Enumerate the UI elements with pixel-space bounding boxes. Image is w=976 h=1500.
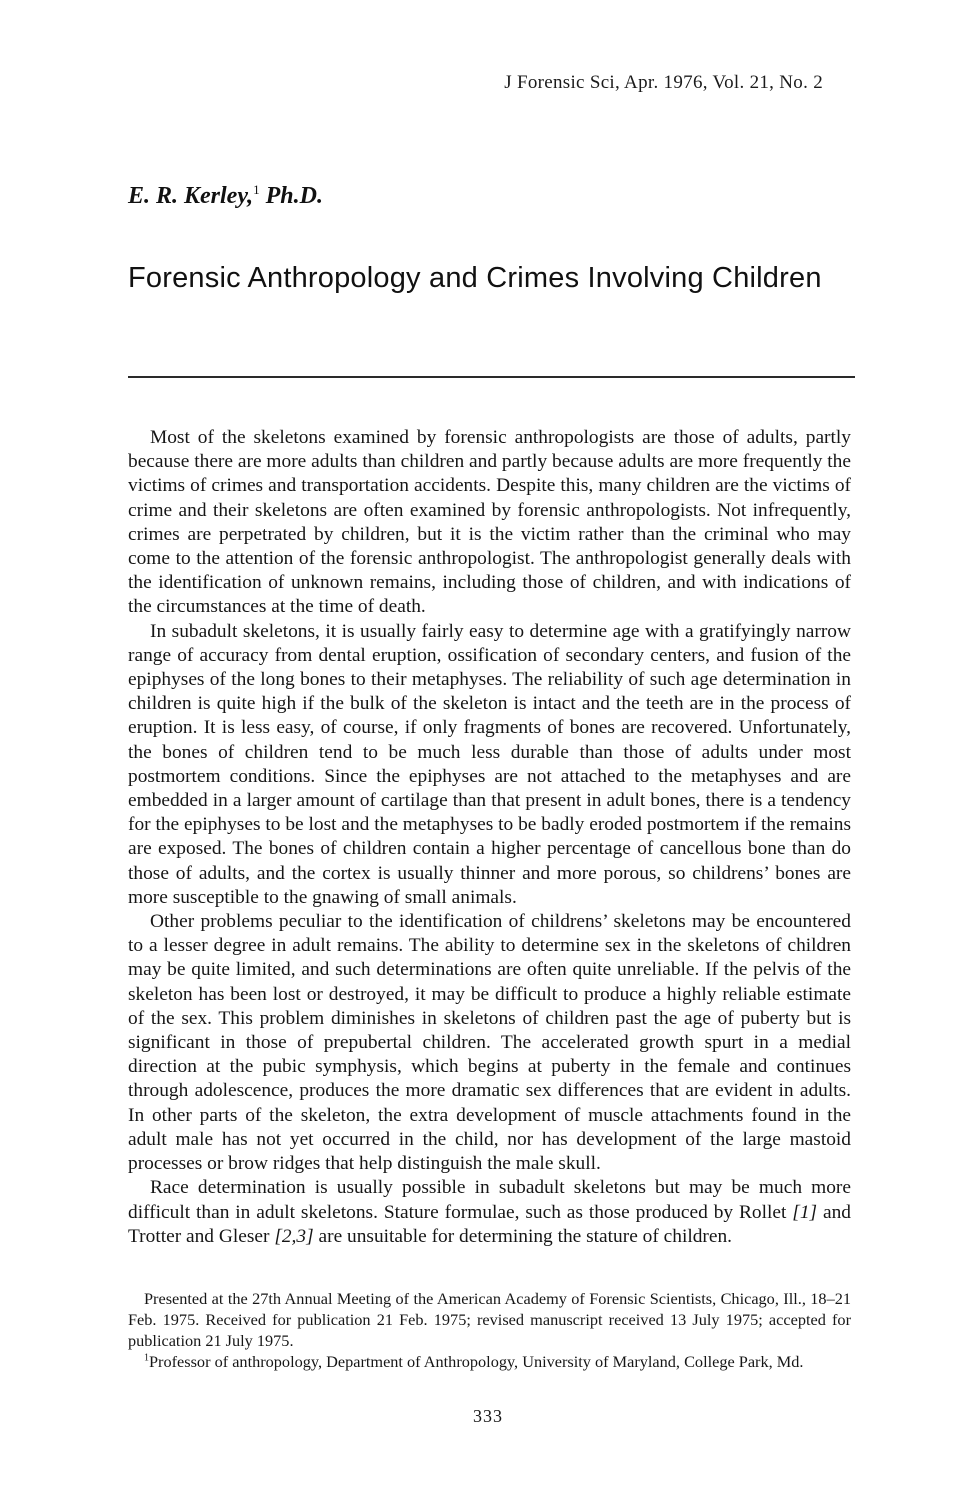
paragraph-4-text: and Trotter and Gleser	[128, 1201, 851, 1247]
paragraph-4-text: Race determination is usually possible in subadult skeletons but may be much more difficult than in adult skeletons. Stature formulae, such as those produced by Rollet	[128, 1177, 851, 1223]
author-line	[128, 183, 323, 210]
journal-reference: J Forensic Sci, Apr. 1976, Vol. 21, No. 2	[504, 72, 823, 93]
article-title: Forensic Anthropology and Crimes Involving Children	[128, 262, 822, 294]
paragraph-1: Most of the skeletons examined by forensic anthropologists are those of adults, partly because there are more adults than children and partly because adults are more frequently the victims of crimes and transportation accidents. Despite this, many children are the victims of crime and their skeletons are often examined by forensic anthropologists. Not infrequently, crimes are perpetrated by children, but it is the victim rather than the criminal who may come to the attention of the forensic anthropologist. The anthropologist generally deals with the identification of unknown remains, including those of children, and with indications of the circumstances at the time of death.	[128, 427, 851, 618]
citation-ref-2-3: [2,3]	[274, 1225, 314, 1247]
author-degree: Ph.D.	[259, 183, 323, 209]
citation-ref-1: [1]	[792, 1201, 818, 1223]
footnote-block	[128, 1288, 851, 1372]
page-number: 333	[473, 1406, 503, 1426]
author-name: E. R. Kerley,	[128, 183, 254, 209]
footnote-affiliation-marker: 1	[144, 1352, 149, 1364]
paragraph-3: Other problems peculiar to the identification of childrens’ skeletons may be encountered to a lesser degree in adult remains. The ability to determine sex in the skeletons of children may be quite limited, and such determinations are often quite unreliable. If the pelvis of the skeleton has been lost or destroyed, it may be difficult to produce a highly reliable estimate of the sex. This problem diminishes in skeletons of children past the age of puberty but is significant in those of prepubertal children. The accelerated growth spurt in a medial direction at the pubic symphysis, which begins at puberty in the female and continues through adolescence, produces the more dramatic sex differences that are evident in adults. In other parts of the skeleton, the extra development of muscle attachments found in the adult male has not yet occurred in the child, nor has development of the large mastoid processes or brow ridges that help distinguish the male skull.	[128, 911, 851, 1175]
author-footnote-marker: 1	[253, 182, 260, 197]
paragraph-4	[128, 1176, 851, 1249]
footnote-affiliation	[128, 1351, 851, 1372]
paragraph-4-text: are unsuitable for determining the stature of children.	[313, 1225, 733, 1247]
article-body	[128, 426, 851, 1249]
paragraph-2: In subadult skeletons, it is usually fairly easy to determine age with a gratifyingly narrow range of accuracy from dental eruption, ossification of secondary centers, and fusion of the epiphyses of the long bones to their metaphyses. The reliability of such age determination in children is quite high if the bulk of the skeleton is intact and the teeth are in the process of eruption. It is less easy, of course, if only fragments of bones are recovered. Unfortunately, the bones of children tend to be much less durable than those of adults under most postmortem conditions. Since the epiphyses are not attached to the metaphyses and are embedded in a larger amount of cartilage than that present in adult bones, there is a tendency for the epiphyses to be lost and the metaphyses to be badly eroded postmortem if the remains are exposed. The bones of children contain a higher percentage of cancellous bone than do those of adults, and the cortex is usually thinner and more porous, so childrens’ bones are more susceptible to the gnawing of small animals.	[128, 620, 851, 908]
horizontal-rule	[128, 376, 855, 378]
footnote-affiliation-text: Professor of anthropology, Department of Anthropology, University of Maryland, College Park, Md.	[149, 1352, 804, 1371]
footnote-presentation: Presented at the 27th Annual Meeting of the American Academy of Forensic Scientists, Chicago, Ill., 18–21 Feb. 1975. Received for publication 21 Feb. 1975; revised manuscript received 13 July 1975; accepted for publication 21 July 1975.	[128, 1289, 851, 1350]
